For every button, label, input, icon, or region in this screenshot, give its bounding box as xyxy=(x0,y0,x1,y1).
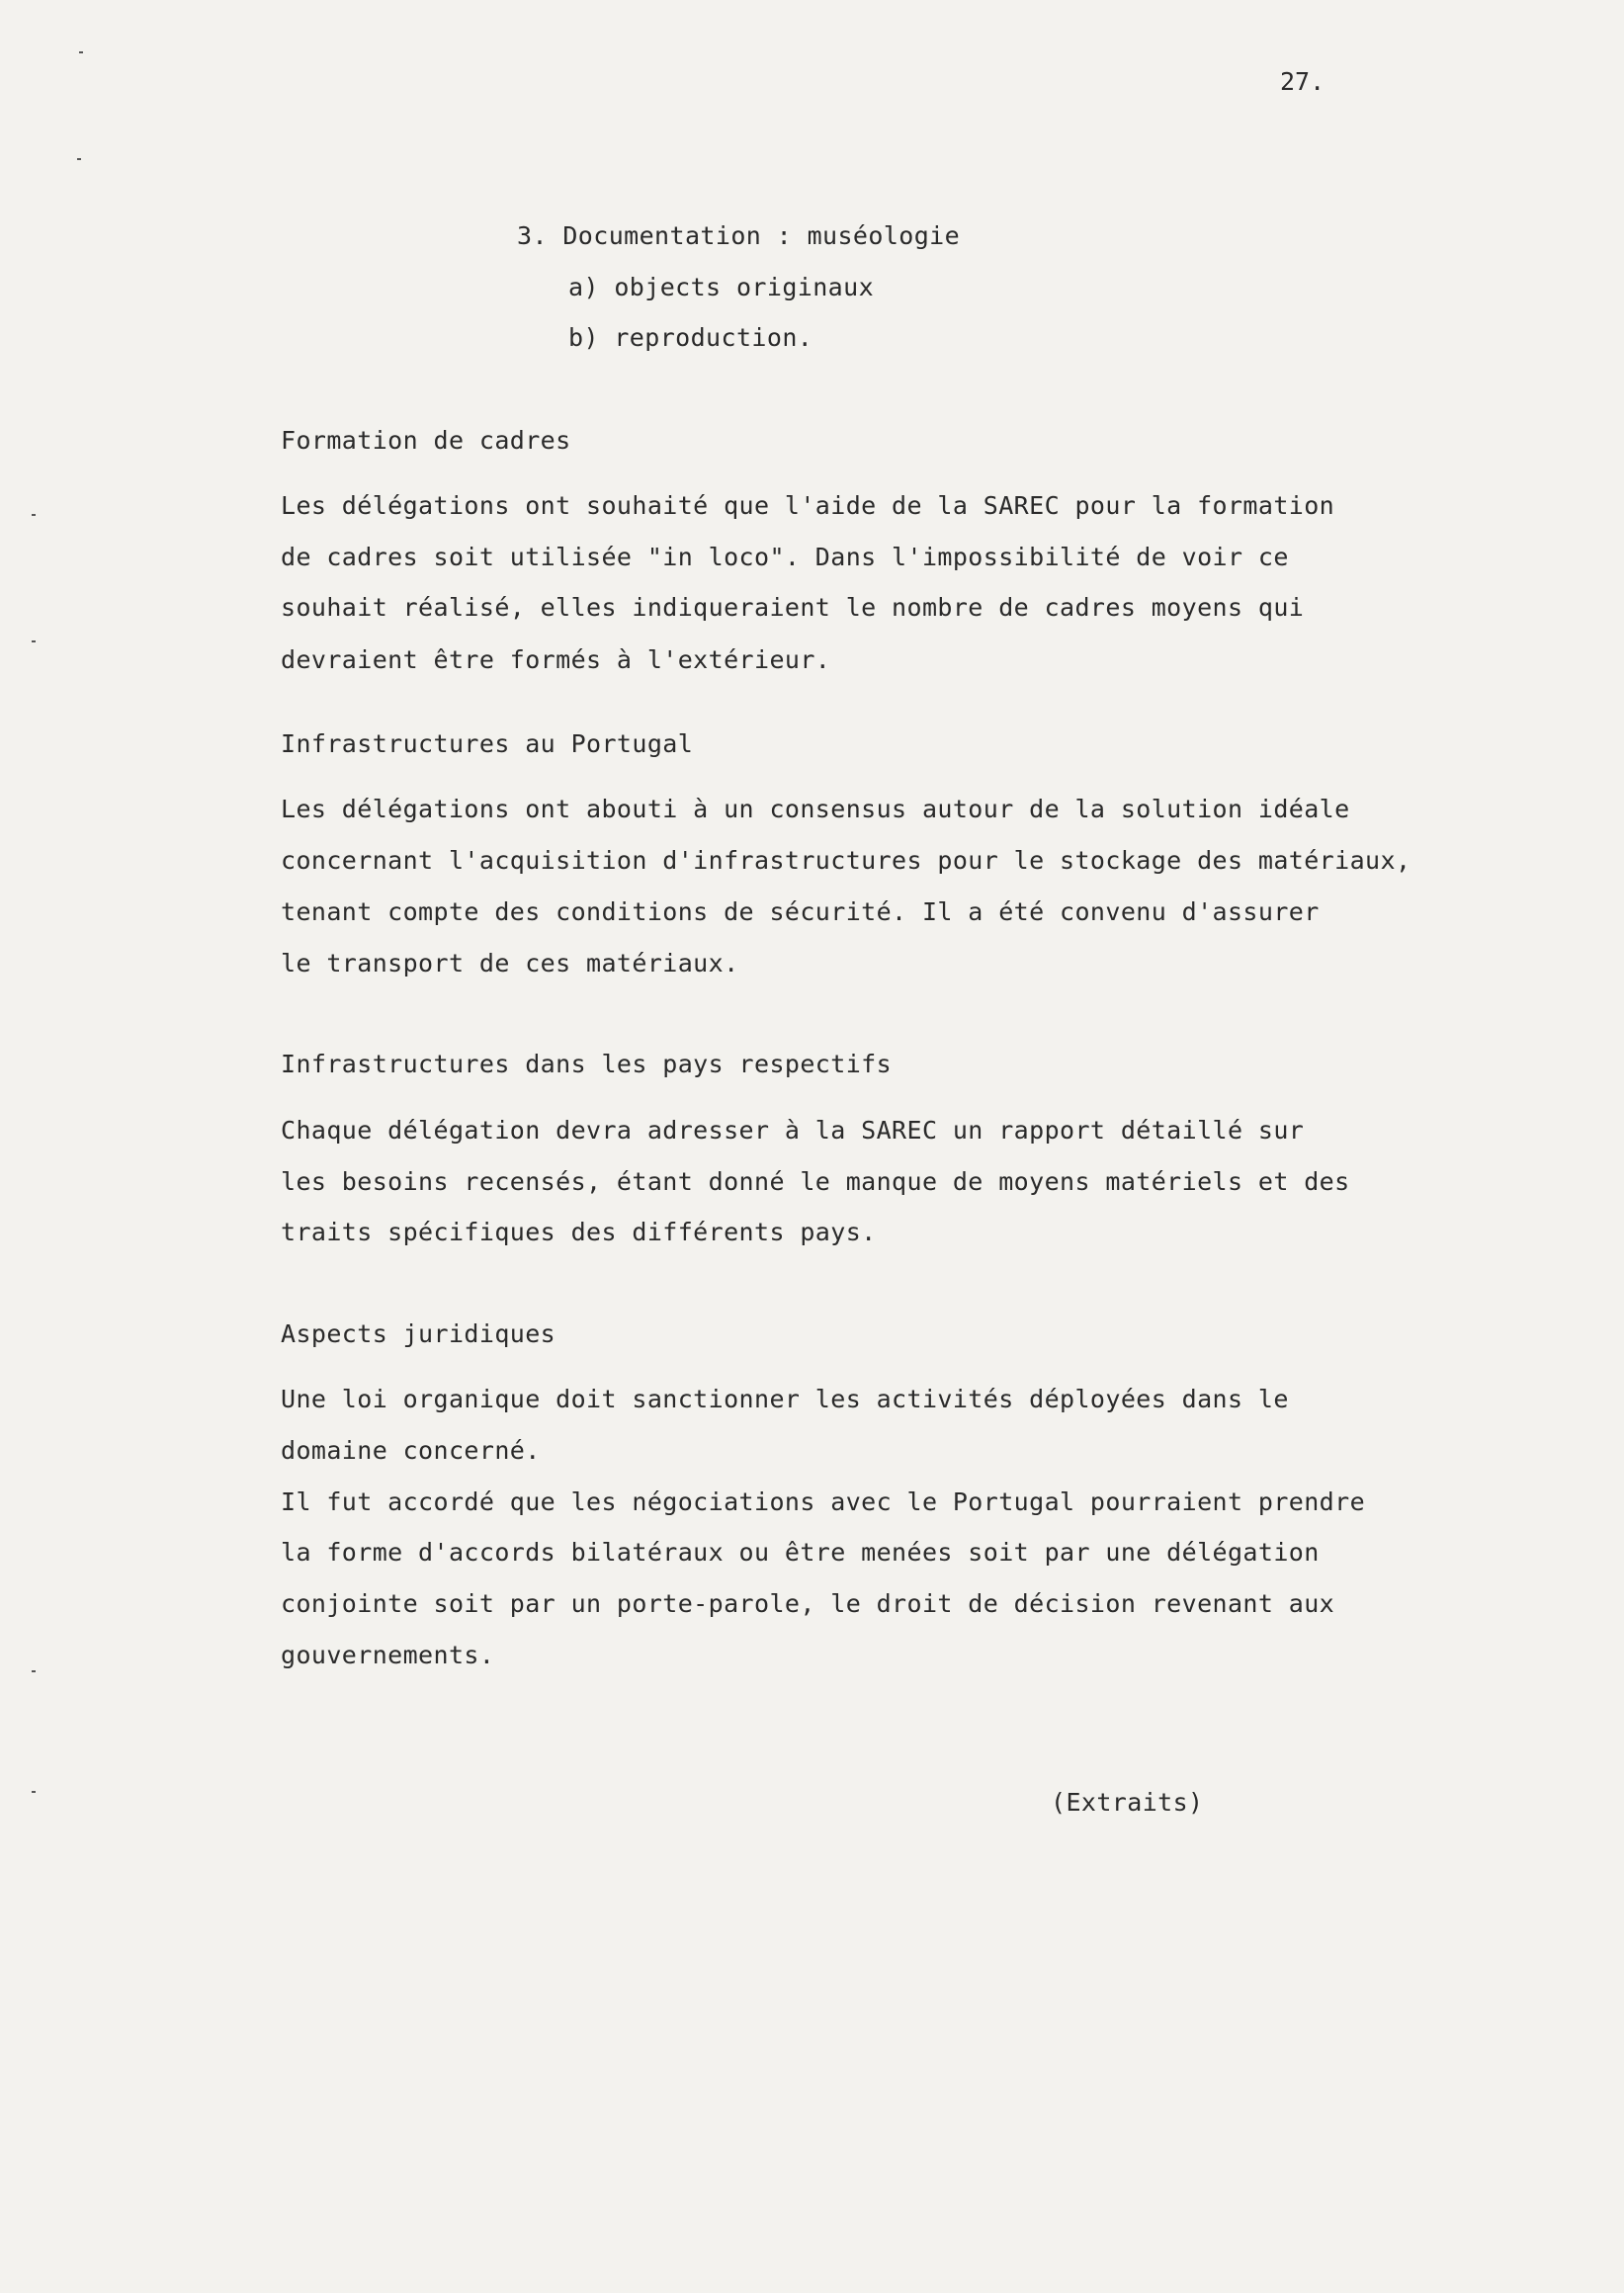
section-title: Formation de cadres xyxy=(281,426,571,455)
paragraph-line: Il fut accordé que les négociations avec le Portugal pourraient prendre xyxy=(281,1487,1366,1516)
section-title: Infrastructures au Portugal xyxy=(281,729,694,758)
paragraph-line: concernant l'acquisition d'infrastructures pour le stockage des matériaux, xyxy=(281,846,1411,875)
page-number: 27. xyxy=(1280,67,1325,96)
paragraph-line: gouvernements. xyxy=(281,1641,495,1669)
margin-mark xyxy=(32,514,36,516)
paragraph-line: la forme d'accords bilatéraux ou être menées soit par une délégation xyxy=(281,1538,1320,1567)
paragraph-line: souhait réalisé, elles indiqueraient le nombre de cadres moyens qui xyxy=(281,593,1305,622)
list-heading: 3. Documentation : muséologie xyxy=(517,221,961,250)
margin-mark xyxy=(79,51,83,53)
section-title: Infrastructures dans les pays respectifs xyxy=(281,1050,893,1078)
paragraph-line: les besoins recensés, étant donné le manque de moyens matériels et des xyxy=(281,1167,1350,1196)
paragraph-line: Une loi organique doit sanctionner les activités déployées dans le xyxy=(281,1385,1289,1413)
paragraph-line: traits spécifiques des différents pays. xyxy=(281,1218,877,1246)
paragraph-line: Les délégations ont souhaité que l'aide de la SAREC pour la formation xyxy=(281,491,1335,520)
margin-mark xyxy=(77,158,81,160)
paragraph-line: devraient être formés à l'extérieur. xyxy=(281,645,831,674)
list-item: a) objects originaux xyxy=(568,273,875,301)
paragraph-line: de cadres soit utilisée "in loco". Dans l'impossibilité de voir ce xyxy=(281,543,1289,571)
margin-mark xyxy=(32,1670,36,1672)
paragraph-line: le transport de ces matériaux. xyxy=(281,949,739,977)
margin-mark xyxy=(32,640,36,642)
closing-note: (Extraits) xyxy=(1051,1788,1204,1817)
section-title: Aspects juridiques xyxy=(281,1319,556,1348)
list-item: b) reproduction. xyxy=(568,323,813,352)
paragraph-line: Les délégations ont abouti à un consensus autour de la solution idéale xyxy=(281,795,1350,823)
paragraph-line: Chaque délégation devra adresser à la SAREC un rapport détaillé sur xyxy=(281,1116,1305,1145)
paragraph-line: domaine concerné. xyxy=(281,1436,541,1465)
paragraph-line: conjointe soit par un porte-parole, le droit de décision revenant aux xyxy=(281,1589,1335,1618)
paragraph-line: tenant compte des conditions de sécurité. Il a été convenu d'assurer xyxy=(281,897,1320,926)
margin-mark xyxy=(32,1791,36,1793)
